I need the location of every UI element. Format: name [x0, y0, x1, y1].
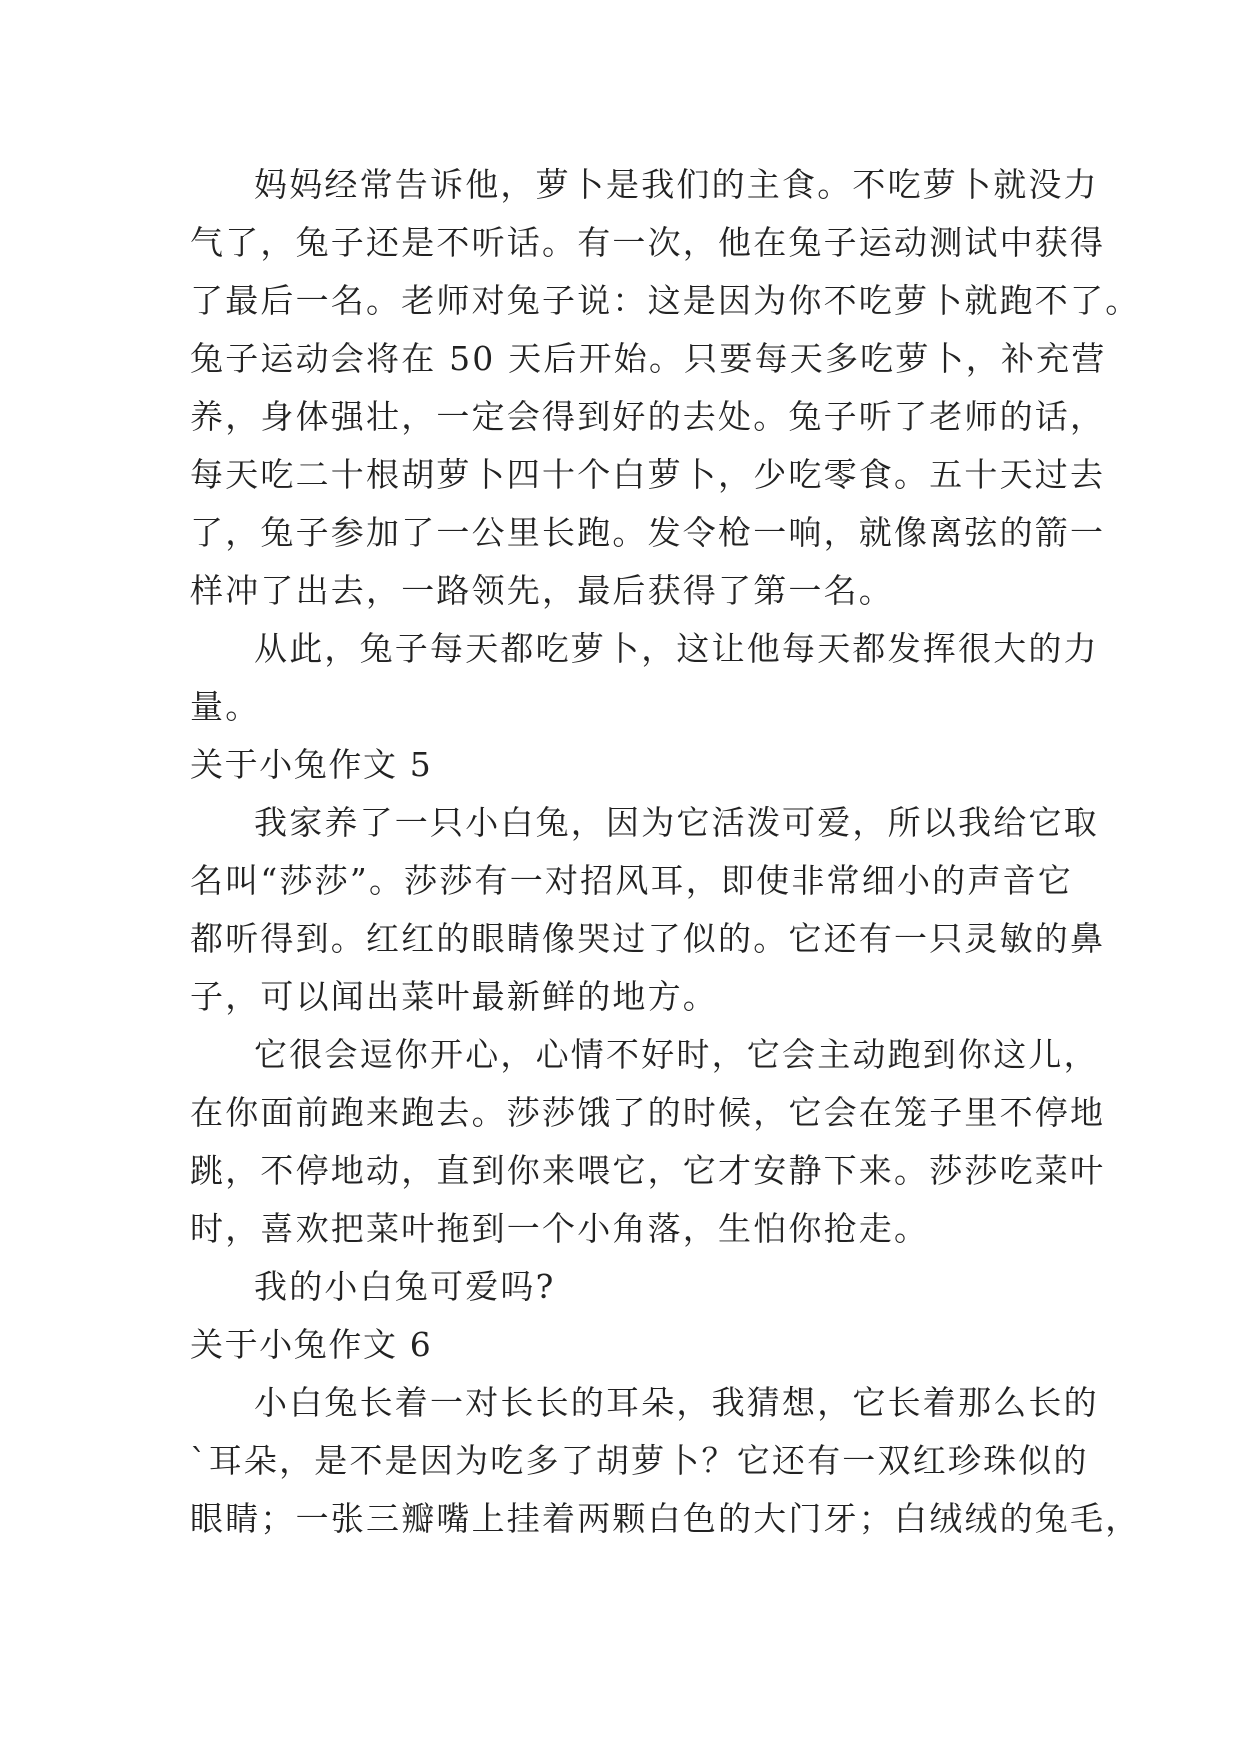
- paragraph-line: 了最后一名。老师对兔子说：这是因为你不吃萝卜就跑不了。: [190, 281, 1141, 320]
- paragraph-line: 跳，不停地动，直到你来喂它，它才安静下来。莎莎吃菜叶: [190, 1151, 1106, 1190]
- paragraph-line: 从此，兔子每天都吃萝卜，这让他每天都发挥很大的力: [254, 629, 1099, 668]
- paragraph-line: 我家养了一只小白兔，因为它活泼可爱，所以我给它取: [254, 803, 1099, 842]
- paragraph-line: 量。: [190, 687, 261, 726]
- paragraph-line: 气了，兔子还是不听话。有一次，他在兔子运动测试中获得: [190, 223, 1106, 262]
- paragraph-line: 子，可以闻出菜叶最新鲜的地方。: [190, 977, 718, 1016]
- paragraph-line: 小白兔长着一对长长的耳朵，我猜想，它长着那么长的: [254, 1383, 1099, 1422]
- paragraph-line: 在你面前跑来跑去。莎莎饿了的时候，它会在笼子里不停地: [190, 1093, 1106, 1132]
- paragraph-line: 每天吃二十根胡萝卜四十个白萝卜，少吃零食。五十天过去: [190, 455, 1106, 494]
- paragraph-line: 兔子运动会将在 50 天后开始。只要每天多吃萝卜，补充营: [190, 339, 1107, 378]
- section-heading: 关于小兔作文 6: [190, 1325, 433, 1364]
- paragraph-line: 眼睛；一张三瓣嘴上挂着两颗白色的大门牙；白绒绒的兔毛，: [190, 1499, 1141, 1538]
- paragraph-line: 妈妈经常告诉他，萝卜是我们的主食。不吃萝卜就没力: [254, 165, 1099, 204]
- paragraph-line: 都听得到。红红的眼睛像哭过了似的。它还有一只灵敏的鼻: [190, 919, 1106, 958]
- paragraph-line: 样冲了出去，一路领先，最后获得了第一名。: [190, 571, 894, 610]
- paragraph-line: 名叫“莎莎”。莎莎有一对招风耳，即使非常细小的声音它: [190, 861, 1073, 900]
- paragraph-line: 了，兔子参加了一公里长跑。发令枪一响，就像离弦的箭一: [190, 513, 1106, 552]
- section-heading: 关于小兔作文 5: [190, 745, 433, 784]
- paragraph-line: 时，喜欢把菜叶拖到一个小角落，生怕你抢走。: [190, 1209, 930, 1248]
- paragraph-line: 我的小白兔可爱吗?: [254, 1267, 556, 1306]
- paragraph-line: `耳朵，是不是因为吃多了胡萝卜？它还有一双红珍珠似的: [190, 1441, 1089, 1480]
- paragraph-line: 它很会逗你开心，心情不好时，它会主动跑到你这儿，: [254, 1035, 1099, 1074]
- paragraph-line: 养，身体强壮，一定会得到好的去处。兔子听了老师的话，: [190, 397, 1106, 436]
